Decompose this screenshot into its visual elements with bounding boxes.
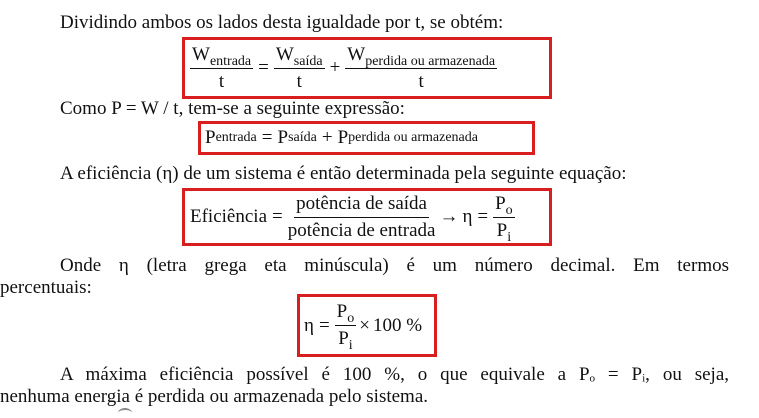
symbol-p: P: [336, 301, 348, 322]
fraction-power-ratio: [288, 193, 436, 242]
efficiency-label: Eficiência: [190, 206, 268, 227]
equals-sign: =: [318, 314, 330, 336]
symbol-w: W: [192, 43, 210, 65]
subscript-entrada: entrada: [209, 53, 252, 69]
denominator-t: t: [296, 70, 302, 92]
paragraph-power: Como P = W / t, tem-se a seguinte expressão:: [60, 98, 405, 119]
paragraph-eta-note-cont: percentuais:: [0, 277, 92, 298]
paragraph-eta-note: Onde η (letra grega eta minúscula) é um número decimal. Em termos: [60, 255, 729, 276]
symbol-p: P: [205, 127, 216, 148]
equation-power-balance: P entrada = P saída + P perdida ou armazenada: [205, 127, 478, 148]
symbol-w: W: [275, 43, 294, 65]
equals-sign: =: [477, 206, 489, 227]
symbol-p: P: [277, 127, 289, 148]
subscript-i: i: [348, 338, 353, 353]
symbol-p: P: [496, 219, 508, 241]
paragraph-intro: Dividindo ambos os lados desta igualdade por t, se obtém:: [60, 12, 504, 33]
equals-sign: =: [258, 57, 269, 78]
fraction-w-perdida: [345, 44, 497, 93]
plus-sign: +: [329, 57, 341, 78]
hundred-percent: 100 %: [372, 314, 423, 336]
equation-efficiency-percent: [304, 297, 422, 354]
subscript-o: o: [505, 202, 513, 218]
denominator-t: t: [418, 70, 424, 92]
subscript-saida: saída: [293, 53, 323, 69]
subscript-i: i: [507, 229, 512, 245]
eta-symbol: η: [462, 206, 473, 227]
paragraph-max-efficiency: A máxima eficiência possível é 100 %, o que equivale a Pₒ = Pᵢ, ou seja,: [60, 364, 729, 385]
numerator-potencia-saida: potência de saída: [294, 193, 429, 218]
plus-sign: +: [321, 127, 333, 148]
symbol-w: W: [347, 43, 366, 65]
denominator-t: t: [218, 70, 225, 92]
subscript-perdida: perdida ou armazenada: [365, 53, 496, 69]
symbol-p: P: [338, 328, 349, 349]
fraction-w-entrada: [190, 44, 253, 93]
equation-energy-balance: [190, 40, 497, 96]
arrow-icon: →: [439, 206, 459, 227]
scan-artifact: [118, 408, 132, 418]
paragraph-max-efficiency-cont: nenhuma energia é perdida ou armazenada pelo sistema.: [0, 386, 429, 407]
eta-symbol: η: [304, 314, 314, 336]
paragraph-efficiency: A eficiência (η) de um sistema é então determinada pela seguinte equação:: [60, 163, 627, 184]
times-sign: ×: [359, 314, 370, 336]
subscript-o: o: [347, 311, 355, 326]
equals-sign: =: [272, 206, 283, 227]
fraction-w-saida: [274, 44, 325, 93]
symbol-p: P: [337, 127, 349, 148]
symbol-p: P: [495, 192, 506, 214]
equals-sign: =: [261, 127, 273, 148]
equation-efficiency: [190, 190, 515, 244]
fraction-po-pi: [493, 192, 515, 245]
fraction-po-pi: [335, 301, 357, 353]
denominator-potencia-entrada: potência de entrada: [287, 219, 436, 241]
